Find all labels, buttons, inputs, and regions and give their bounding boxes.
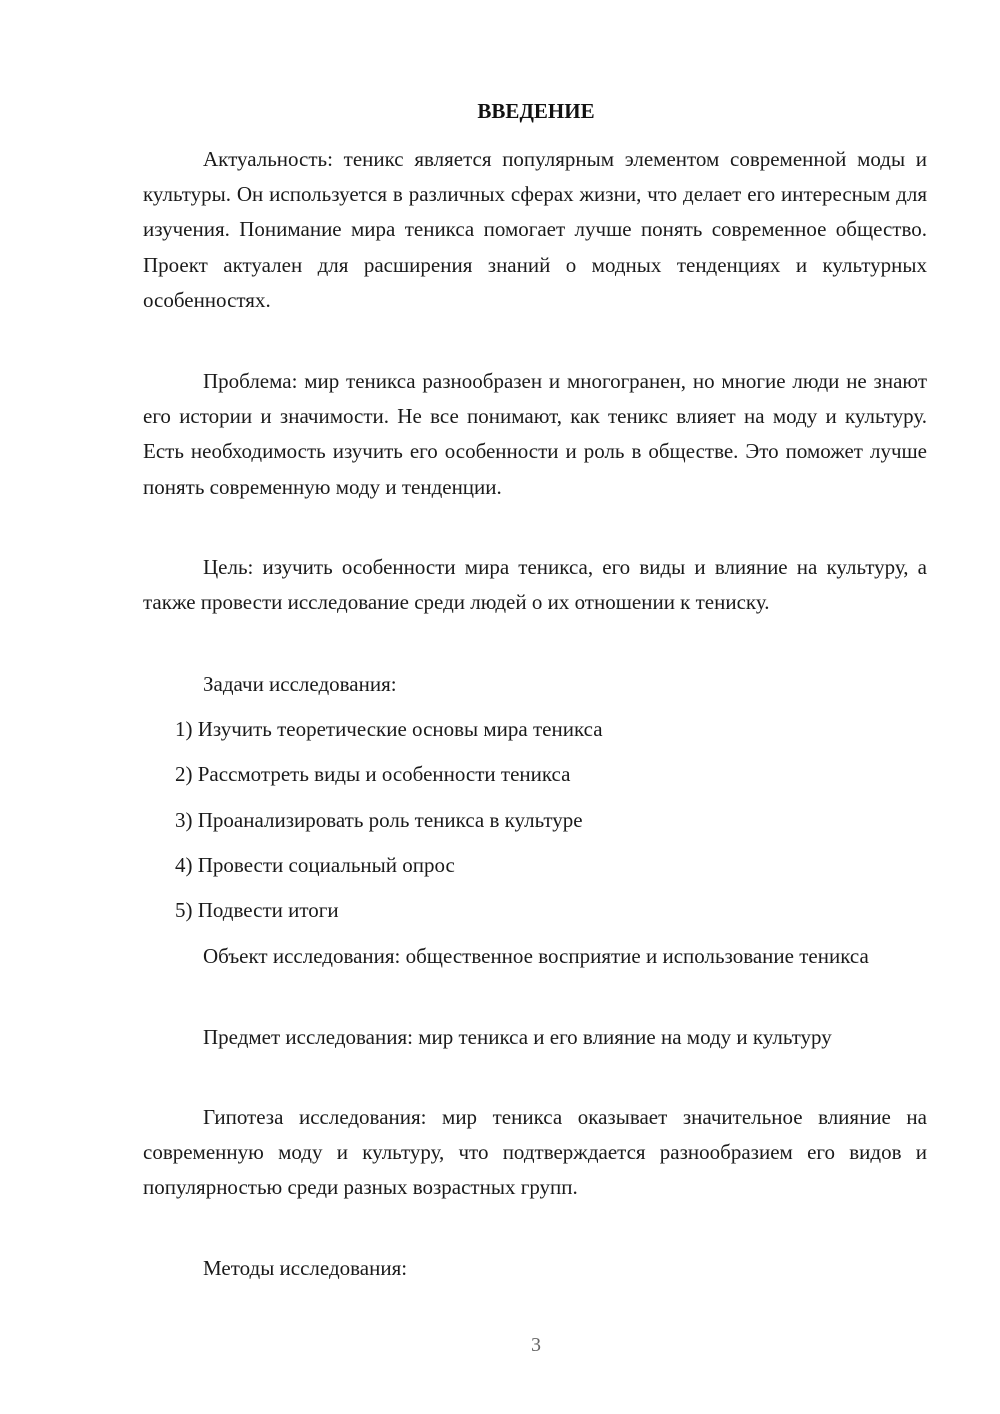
problem-paragraph: Проблема: мир теникса разнообразен и многогранен, но многие люди не знают его истории и значимости. Не все понимают, как теникс влияет на моду и культуру. Есть необходимость изучить его особенности и роль в обществе. Это поможет лучше понять современную моду и тенденции. [143,369,927,499]
object-paragraph: Объект исследования: общественное восприятие и использование теникса [203,944,869,968]
task-item: 1) Изучить теоретические основы мира теникса [175,717,603,741]
task-item: 3) Проанализировать роль теникса в культуре [175,808,583,832]
relevance-paragraph: Актуальность: теникс является популярным элементом современной моды и культуры. Он используется в различных сферах жизни, что делает его интересным для изучения. Понимание мира теникса помогает лучше понять современное общество. Проект актуален для расширения знаний о модных тенденциях и культурных особенностях. [143,147,927,312]
methods-heading: Методы исследования: [203,1256,408,1280]
page-number: 3 [531,1334,541,1356]
task-item: 2) Рассмотреть виды и особенности теникса [175,762,571,786]
page-title: ВВЕДЕНИЕ [477,99,595,123]
task-item: 4) Провести социальный опрос [175,853,455,877]
goal-paragraph: Цель: изучить особенности мира теникса, его виды и влияние на культуру, а также провести исследование среди людей о их отношении к тениску. [143,555,927,615]
tasks-heading: Задачи исследования: [203,672,397,696]
subject-paragraph: Предмет исследования: мир теникса и его влияние на моду и культуру [203,1025,832,1049]
task-item: 5) Подвести итоги [175,898,339,922]
hypothesis-paragraph: Гипотеза исследования: мир теникса оказывает значительное влияние на современную моду и культуру, что подтверждается разнообразием его видов и популярностью среди разных возрастных групп. [143,1105,927,1200]
